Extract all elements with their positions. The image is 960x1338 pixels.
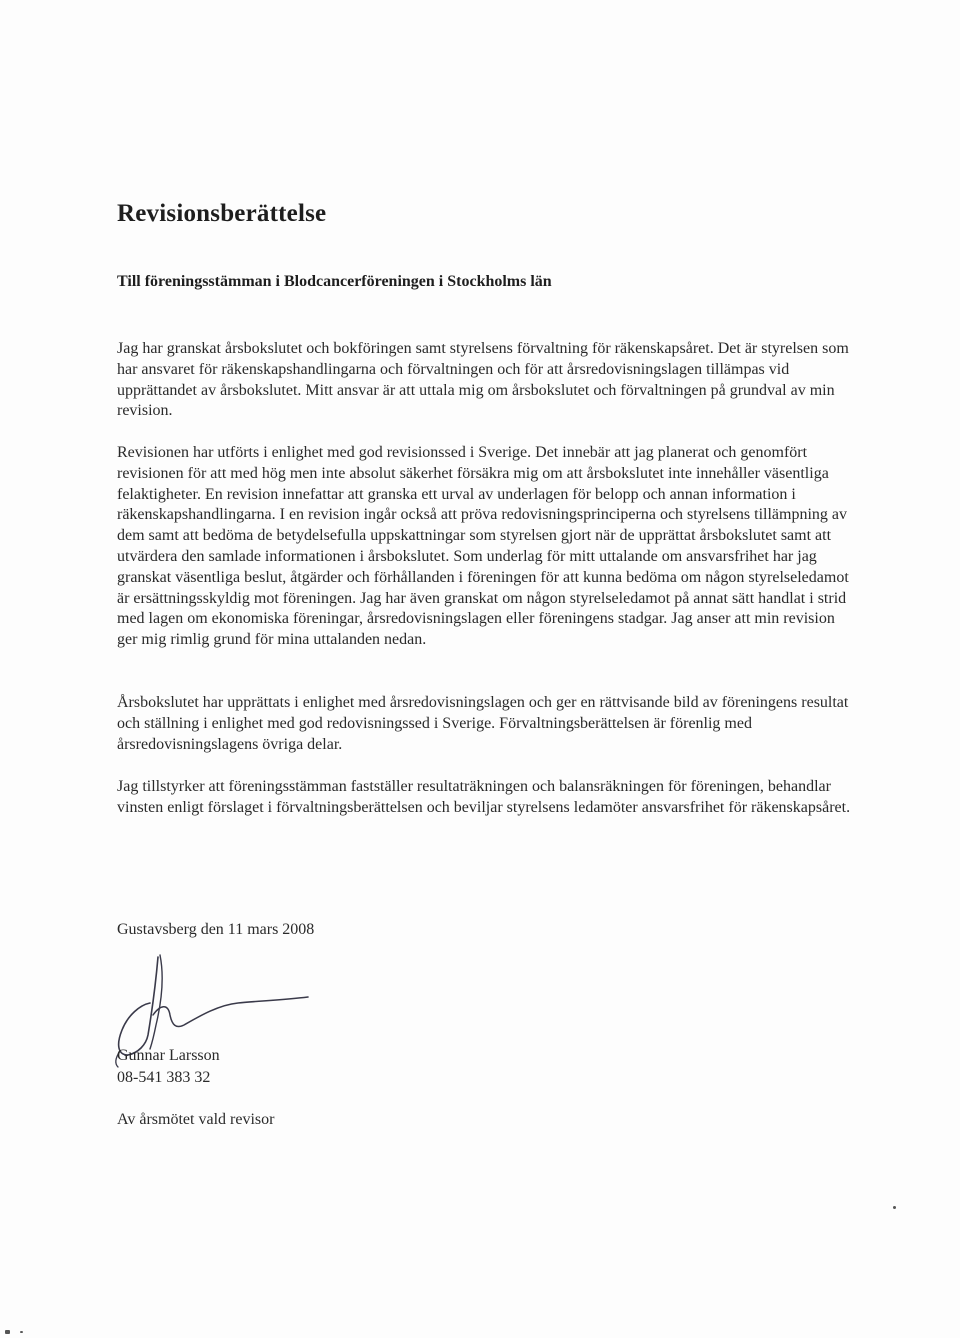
paragraph-audit-scope: Revisionen har utförts i enlighet med god revisionssed i Sverige. Det innebär att jag planerat och genomfört revisionen för att med hög men inte absolut säkerhet försäkra mig om att årsbokslutet inte innehåller väsentliga felaktigheter. En revision innefattar att granska ett urval av underlagen för belopp och annan information i räkenskapshandlingarna. I en revision ingår också att pröva redovisningsprinciperna och styrelsens tillämpning av dem samt att bedöma de betydelsefulla uppskattningar som styrelsen gjort när de upprättat årsbokslutet samt att utvärdera den samlade informationen i årsbokslutet. Som underlag för mitt uttalande om ansvarsfrihet har jag granskat väsentliga beslut, åtgärder och förhållanden i föreningen för att kunna bedöma om någon styrelseledamot är ersättningsskyldig mot föreningen. Jag har även granskat om någon styrelseledamot på annat sätt handlat i strid med lagen om ekonomiska föreningar, årsredovisningslagen eller föreningens stadgar. Jag anser att min revision ger mig rimlig grund för mina uttalanden nedan. [117,444,849,649]
signer-role: Av årsmötet vald revisor [117,1111,275,1128]
paragraph-recommendation: Jag tillstyrker att föreningsstämman fastställer resultaträkningen och balansräkningen för föreningen, behandlar vinsten enligt förslaget i förvaltningsberättelsen och beviljar styrelsens ledamöter ansvarsfrihet för räkenskapsåret. [117,778,851,816]
document-subtitle: Till föreningsstämman i Blodcancerföreningen i Stockholms län [117,273,552,290]
paragraph-responsibility: Jag har granskat årsbokslutet och bokföringen samt styrelsens förvaltning för räkenskapsåret. Det är styrelsen som har ansvaret för räkenskapshandlingarna och förvaltningen och för att årsredovisningslagen tillämpas vid upprättandet av årsbokslutet. Mitt ansvar är att uttala mig om årsbokslutet och förvaltningen på grundval av min revision. [117,340,849,420]
paragraph-opinion: Årsbokslutet har upprättats i enlighet med årsredovisningslagen och ger en rättvisande bild av föreningens resultat och ställning i enlighet med god redovisningssed i Sverige. Förvaltningsberättelsen är förenlig med årsredovisningslagens övriga delar. [117,694,849,753]
place-and-date: Gustavsberg den 11 mars 2008 [117,921,315,938]
signer-phone: 08-541 383 32 [117,1069,211,1086]
scan-speck [5,1330,10,1334]
scan-speck [893,1206,896,1209]
document-title: Revisionsberättelse [117,200,327,227]
signer-name: Gunnar Larsson [117,1047,220,1064]
scan-speck [20,1331,23,1333]
